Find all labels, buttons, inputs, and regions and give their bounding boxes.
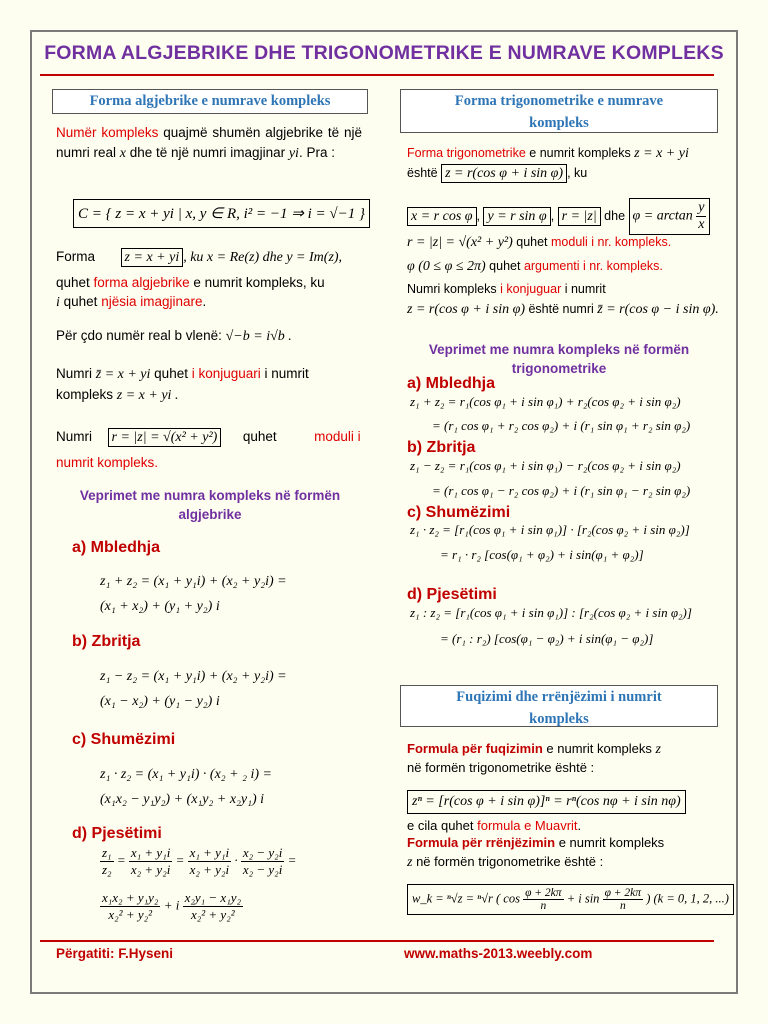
var-x: x (119, 146, 126, 161)
frac-num: x₂ − y₂i (242, 845, 283, 860)
trig-division-formula-1: z₁ : z₂ = [r₁(cos φ₁ + i sin φ₁)] : [r₂(cos φ₂ + i sin φ₂)] (410, 605, 692, 620)
root-formula-box: w_k = ⁿ√z = ⁿ√r ( cos $\frac{\varphi + 2k\pi}{n}$ + i sin $\frac{\varphi + 2k\pi}{n}$ ) (k = 0, 1, 2, ...) (407, 884, 734, 915)
right-heading: Forma trigonometrike e numrave kompleks (454, 93, 664, 131)
alg-ops-heading-1: Veprimet me numra kompleks në formën (79, 488, 341, 503)
trig-l6-a: Numri kompleks (407, 282, 501, 296)
definition-text: quajmë shumën algjebrike të një numri real (56, 125, 363, 160)
conjugate-line-1 (56, 366, 309, 383)
frac-den: x₂² + y₂² (190, 907, 235, 922)
frac-den: x₂ + y₂i (130, 862, 171, 877)
forma-l2-a: quhet (56, 275, 94, 290)
title-divider (40, 74, 714, 76)
forma-line-1 (56, 249, 342, 266)
term-conjugate: i konjuguari (191, 366, 261, 381)
trig-line-2 (407, 166, 587, 182)
k-range: (k = 0, 1, 2, ...) (653, 891, 729, 906)
modulus-line-2: numrit kompleks. (56, 455, 159, 470)
page-title: FORMA ALGJEBRIKE DHE TRIGONOMETRIKE E NUMRAVE KOMPLEKS (44, 42, 724, 64)
power-line-2: në formën trigonometrike është : (407, 760, 595, 775)
root-l2-b: në formën trigonometrike është : (412, 854, 604, 869)
term-argument: argumenti i nr. kompleks. (523, 259, 663, 273)
root-line-1 (407, 835, 664, 850)
conj-d: kompleks (56, 387, 117, 402)
conjugate-line-2 (56, 387, 178, 404)
trig-l6-b: i numrit (561, 282, 606, 296)
conj-formula: z̄ = x + yi (95, 367, 151, 382)
term-power-formula: Formula për fuqizimin (407, 741, 543, 756)
trig-l2-a: është (407, 166, 438, 180)
conj-b: quhet (150, 366, 192, 381)
power-d: . (577, 818, 582, 833)
term-de-moivre: formula e Muavrit (477, 818, 578, 833)
x-rcos-box: x = r cos φ (407, 207, 477, 226)
frac-num: φ + 2kπ (525, 887, 562, 899)
power-line-1 (407, 741, 661, 758)
trig-l1-formula: z = x + yi (634, 146, 689, 161)
forma-rest: , ku x = Re(z) dhe y = Im(z), (183, 250, 343, 265)
y-rsin-box: y = r sin φ (483, 207, 550, 226)
term-trig-form: Forma trigonometrike (407, 146, 526, 160)
forma-formula-box: z = x + yi (121, 248, 184, 267)
alg-addition-label: a) Mbledhja (72, 539, 161, 556)
trig-line-7 (407, 302, 719, 318)
alg-division-formula-1: $\frac{\text{z₁}}{\text{z₂}}$ = $\frac{\text{x₁ + y₁i}}{\text{x₂ + y₂i}}$ = $\frac{\text{x₁ + y₁i}}{\text{x₂ + y₂i}}$ · $\frac{\text{x₂ − y₂i}}{\text{x₂ − y₂i}}$ = (102, 845, 297, 877)
frac-den: z₂ (102, 862, 112, 877)
trig-line-4 (407, 235, 671, 251)
trig-division-label: d) Pjesëtimi (407, 586, 497, 603)
trig-multiplication-formula-1: z₁ · z₂ = [r₁(cos φ₁ + i sin φ₁)] · [r₂(cos φ₂ + i sin φ₂)] (410, 522, 690, 537)
frac-den: x₂ − y₂i (242, 862, 283, 877)
alg-ops-heading-2: algjebrike (178, 507, 242, 522)
right-heading-box (400, 89, 718, 133)
trig-subtraction-label: b) Zbritja (407, 439, 476, 456)
frac-num: z₁ (102, 845, 112, 860)
set-formula-box (73, 199, 370, 228)
definition-text-2: dhe të një numri imagjinar (126, 145, 289, 160)
arctan-box (629, 198, 711, 235)
trig-line-1 (407, 146, 689, 162)
forma-label: Forma (56, 249, 96, 264)
trig-z-formula: z = r(cos φ + i sin φ) (407, 302, 525, 317)
frac-num: y (698, 200, 705, 215)
alg-subtraction-formula-2: (x₁ − x₂) + (y₁ − y₂) i (100, 694, 220, 709)
frac-num: x₁x₂ + y₁y₂ (102, 890, 159, 905)
var-i: i (56, 295, 60, 310)
term-trig-modulus: moduli i nr. kompleks. (551, 235, 672, 249)
trig-form-box: z = r(cos φ + i sin φ) (441, 164, 567, 183)
conj-formula-2: z = x + yi . (116, 388, 179, 403)
power-l1-a: e numrit kompleks (542, 741, 656, 756)
power-c: e cila quhet (407, 818, 478, 833)
trig-line-3: x = r cos φ , y = r sin φ , r = |z| dhe φ = arctan $\frac{y}{x}$ (407, 198, 710, 235)
trig-subtraction-formula-2: = (r₁ cos φ₁ − r₂ cos φ₂) + i (r₁ sin φ₁ − r₂ sin φ₂) (432, 483, 691, 498)
term-complex-number: Numër kompleks (56, 125, 159, 140)
de-moivre-box: zⁿ = [r(cos φ + i sin φ)]ⁿ = rⁿ(cos nφ + i sin nφ) (407, 790, 686, 814)
alg-subtraction-label: b) Zbritja (72, 633, 141, 650)
conj-c: i numrit (260, 366, 309, 381)
trig-multiplication-label: c) Shumëzimi (407, 504, 511, 521)
argument-formula: φ (0 ≤ φ ≤ 2π) (407, 259, 486, 274)
forma-l2-b: e numrit kompleks, ku (189, 275, 325, 290)
algebraic-ops-heading (52, 486, 368, 524)
per-cdo-line (56, 328, 292, 345)
isin-text: + i sin (566, 891, 600, 906)
frac-num: φ + 2kπ (604, 887, 642, 899)
term-modulus: moduli i (314, 429, 361, 444)
alg-multiplication-formula-2: (x₁x₂ − y₁y₂) + (x₁y₂ + x₂y₁) i (100, 792, 265, 807)
var-z-2: z (407, 855, 413, 870)
footer-author: Përgatiti: F.Hyseni (56, 946, 174, 961)
trig-ops-heading-1: Veprimet me numra kompleks në formën (428, 342, 690, 357)
term-imaginary-unit: njësia imagjinare (101, 294, 203, 309)
root-formula-left: w_k = ⁿ√z = ⁿ√r (412, 891, 493, 906)
modulus-line-1 (56, 429, 361, 446)
set-formula: C = { z = x + yi | x, y ∈ R, i² = −1 ⇒ i = √−1 } (78, 206, 365, 222)
alg-division-formula-2: $\frac{\text{x₁x₂ + y₁y₂}}{\text{x₂² + y₂²}}$ + i $\frac{\text{x₂y₁ − x₁y₂}}{\text{x₂² + y₂²}}$ (102, 890, 242, 922)
trig-division-formula-2: = (r₁ : r₂) [cos(φ₁ − φ₂) + i sin(φ₁ − φ₂)] (440, 631, 654, 646)
forma-l3-b: . (202, 294, 207, 309)
mod-a: Numri (56, 429, 92, 444)
frac-den: n (540, 900, 547, 912)
modulus-formula: r = |z| = √(x² + y²) (407, 235, 513, 250)
footer-website: www.maths-2013.weebly.com (404, 946, 593, 961)
forma-line-2 (56, 275, 325, 290)
mod-b: quhet (242, 429, 277, 444)
power-root-heading: Fuqizimi dhe rrënjëzimi i numrit kompleks (456, 689, 662, 727)
trig-l7-a: është numri (525, 302, 598, 316)
var-yi: yi (288, 146, 299, 161)
trig-addition-label: a) Mbledhja (407, 375, 496, 392)
forma-line-3 (56, 294, 206, 311)
conj-a: Numri (56, 366, 96, 381)
forma-l3-a: quhet (59, 294, 102, 309)
alg-multiplication-formula-1: z₁ · z₂ = (x₁ + y₁i) · (x₂ + ₂ i) = (100, 767, 272, 782)
alg-multiplication-label: c) Shumëzimi (72, 731, 176, 748)
modulus-formula-box: r = |z| = √(x² + y²) (108, 428, 222, 447)
per-cdo-text: Për çdo numër real b vlenë: (56, 328, 222, 343)
trig-addition-formula-2: = (r₁ cos φ₁ + r₂ cos φ₂) + i (r₁ sin φ₁ + r₂ sin φ₂) (432, 418, 691, 433)
frac-den: x (698, 217, 705, 232)
term-trig-conjugate: i konjuguar (500, 282, 562, 296)
trig-addition-formula-1: z₁ + z₂ = r₁(cos φ₁ + i sin φ₁) + r₂(cos φ₂ + i sin φ₂) (410, 394, 681, 409)
frac-den: x₂ + y₂i (189, 862, 230, 877)
definition-paragraph (56, 123, 362, 164)
trig-l2-b: , ku (567, 166, 588, 180)
frac-den: n (619, 900, 626, 912)
trig-subtraction-formula-1: z₁ − z₂ = r₁(cos φ₁ + i sin φ₁) − r₂(cos φ₂ + i sin φ₂) (410, 458, 681, 473)
definition-end: . Pra : (298, 145, 335, 160)
frac-den: x₂² + y₂² (108, 907, 153, 922)
trig-l4-a: quhet (512, 235, 551, 249)
trig-multiplication-formula-2: = r₁ · r₂ [cos(φ₁ + φ₂) + i sin(φ₁ + φ₂)] (440, 547, 644, 562)
frac-num: x₁ + y₁i (130, 845, 171, 860)
term-root-formula: Formula për rrënjëzimin (407, 835, 556, 850)
sqrt-neg-formula: √−b = i√b . (225, 329, 292, 344)
trig-l1-rest: e numrit kompleks (525, 146, 635, 160)
frac-num: x₂y₁ − x₁y₂ (184, 890, 242, 905)
alg-subtraction-formula-1: z₁ − z₂ = (x₁ + y₁i) + (x₂ + y₂i) = (100, 669, 287, 684)
alg-addition-formula-1: z₁ + z₂ = (x₁ + y₁i) + (x₂ + y₂i) = (100, 574, 287, 589)
root-line-2 (407, 854, 603, 871)
alg-division-label: d) Pjesëtimi (72, 825, 162, 842)
trig-l5-a: quhet (485, 259, 524, 273)
power-root-heading-box (400, 685, 718, 727)
left-heading-box (52, 89, 368, 114)
trig-line-6 (407, 282, 713, 296)
trig-ops-heading-2: trigonometrike (511, 361, 607, 376)
trig-conj-formula: z̄ = r(cos φ − i sin φ). (597, 302, 719, 317)
root-l1-a: e numrit kompleks (555, 835, 665, 850)
cos-text: cos (503, 891, 520, 906)
frac-num: x₁ + y₁i (189, 845, 230, 860)
footer-divider (40, 940, 714, 942)
trig-line-5 (407, 259, 663, 275)
alg-addition-formula-2: (x₁ + x₂) + (y₁ + y₂) i (100, 599, 220, 614)
var-z: z (655, 742, 661, 757)
arctan-text: φ = arctan (632, 208, 693, 224)
trig-ops-heading (400, 340, 718, 378)
de-moivre-line (407, 818, 581, 833)
left-heading: Forma algjebrike e numrave kompleks (89, 93, 331, 109)
trig-l3-dhe: dhe (604, 208, 626, 223)
term-algebraic-form: forma algjebrike (93, 275, 190, 290)
r-abs-box: r = |z| (558, 207, 601, 226)
